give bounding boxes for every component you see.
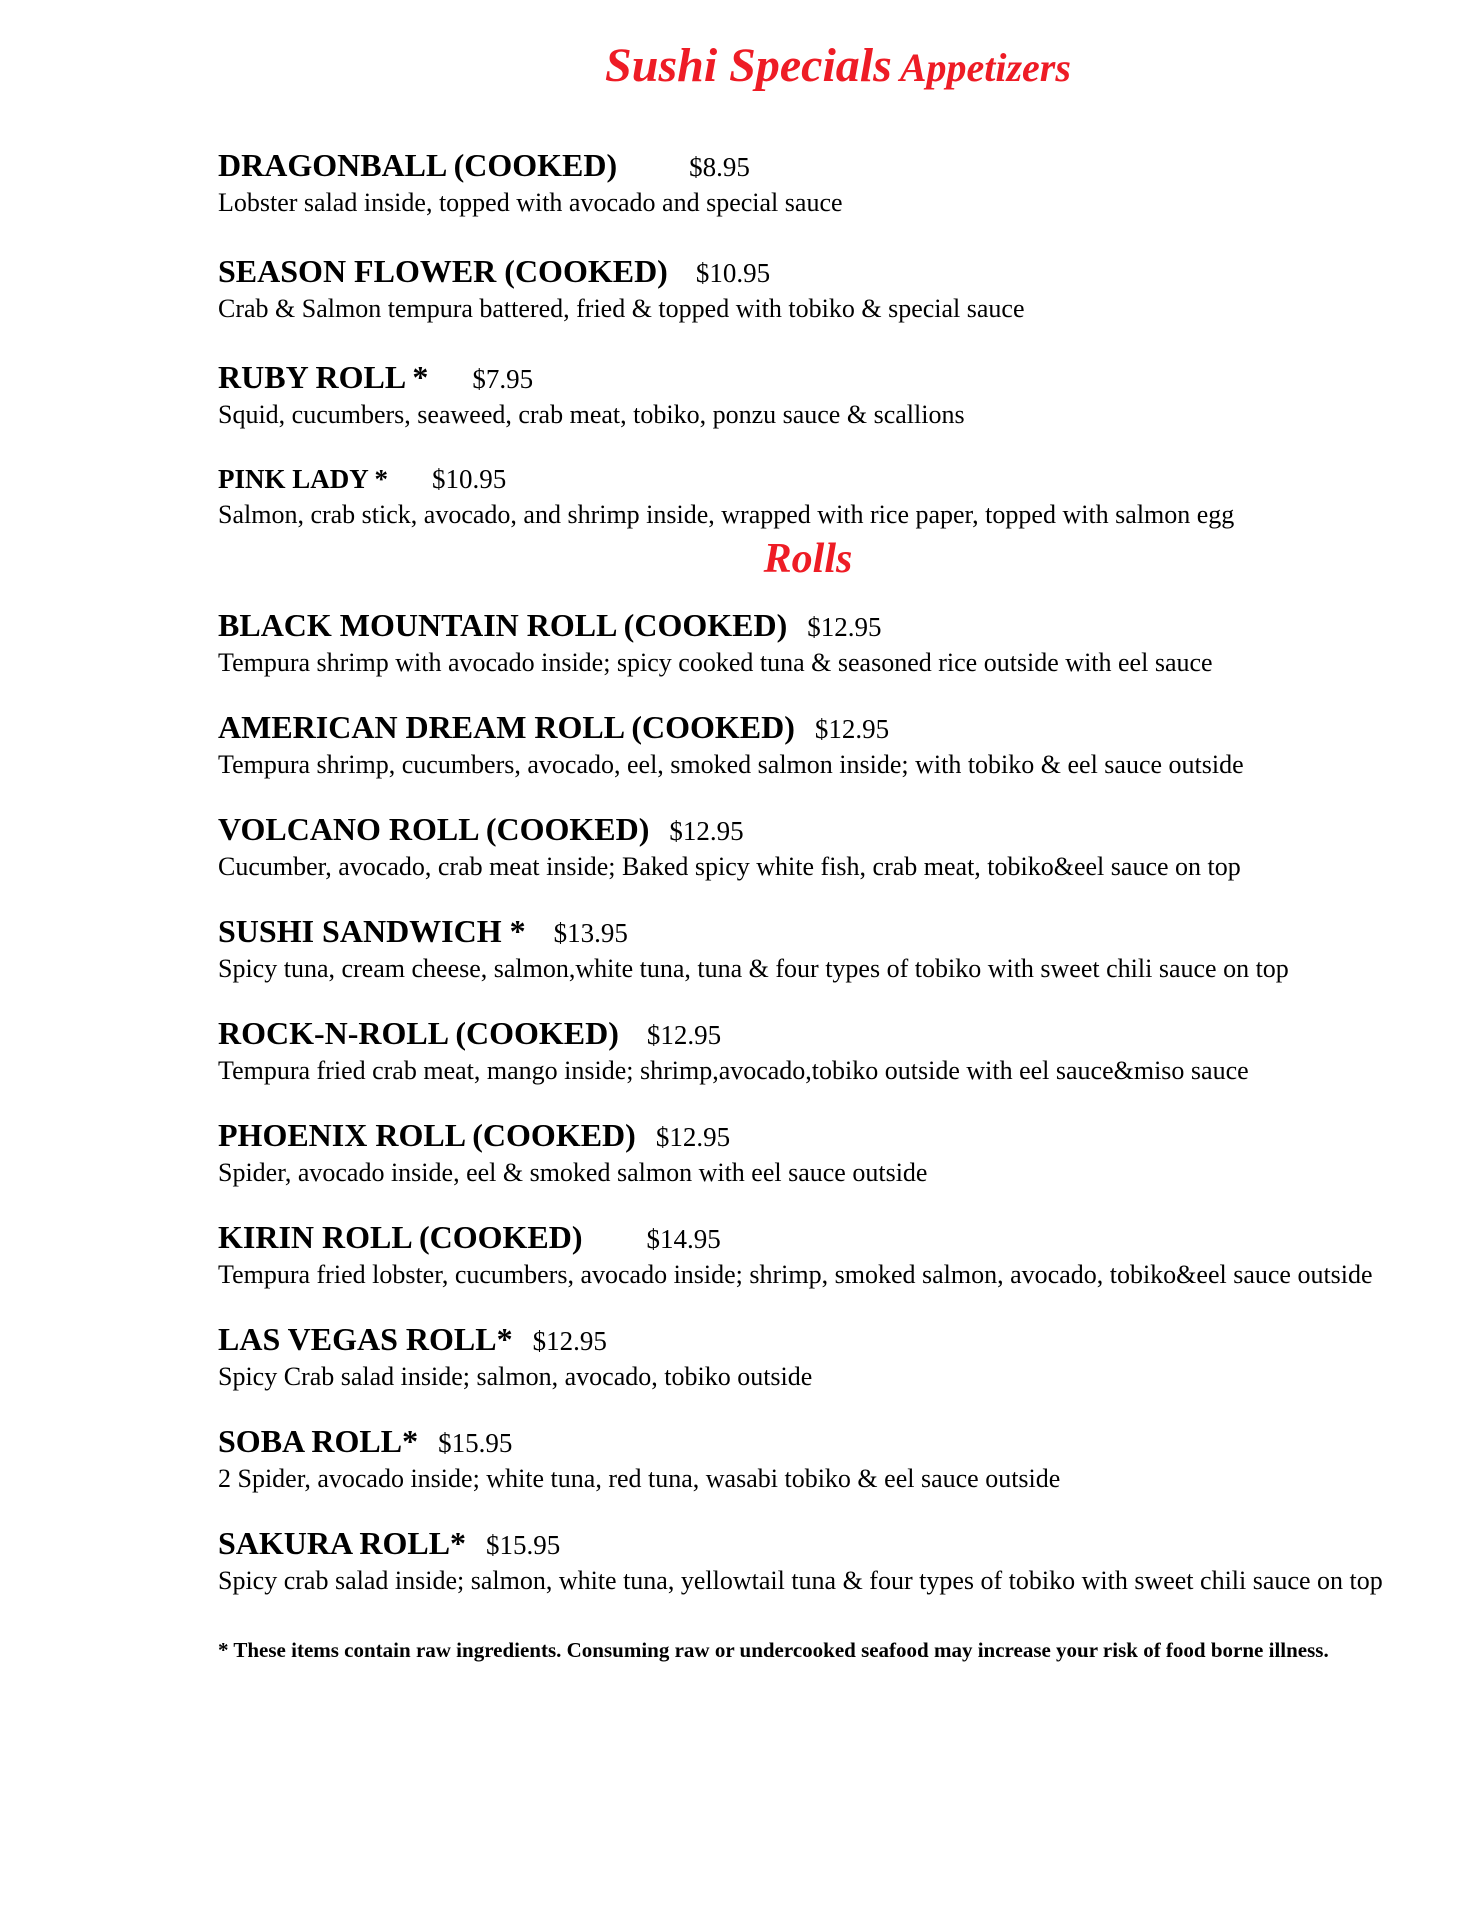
menu-item-las-vegas-roll: [218, 1320, 1398, 1393]
section-title-rolls: Rolls: [763, 536, 853, 582]
menu-item-phoenix-roll: [218, 1116, 1398, 1189]
item-name: PINK LADY *: [218, 464, 389, 494]
page-title: [218, 38, 1398, 94]
item-description: Tempura fried lobster, cucumbers, avocado inside; shrimp, smoked salmon, avocado, tobiko&eel sauce outside: [218, 1260, 1373, 1289]
item-name: PHOENIX ROLL (COOKED): [218, 1117, 636, 1153]
item-price: $12.95: [532, 1326, 607, 1356]
item-price: $10.95: [695, 258, 771, 288]
item-name: DRAGONBALL (COOKED): [218, 147, 618, 183]
item-name: SEASON FLOWER (COOKED): [218, 253, 668, 289]
item-price: $13.95: [553, 918, 628, 948]
item-description: 2 Spider, avocado inside; white tuna, red tuna, wasabi tobiko & eel sauce outside: [218, 1464, 1061, 1493]
menu-item-volcano-roll: [218, 810, 1398, 883]
item-price: $12.95: [814, 714, 890, 744]
menu-item-season-flower: [218, 252, 1398, 325]
item-price: $15.95: [486, 1530, 561, 1560]
menu-item-black-mountain-roll: [218, 606, 1398, 679]
item-description: Spicy tuna, cream cheese, salmon,white tuna, tuna & four types of tobiko with sweet chili sauce on top: [218, 954, 1289, 983]
item-name: AMERICAN DREAM ROLL (COOKED): [218, 709, 795, 745]
item-description: Spider, avocado inside, eel & smoked salmon with eel sauce outside: [218, 1158, 928, 1187]
item-name: SOBA ROLL*: [218, 1423, 419, 1459]
menu-item-kirin-roll: [218, 1218, 1398, 1291]
item-description: Lobster salad inside, topped with avocado and special sauce: [218, 188, 843, 217]
item-description: Squid, cucumbers, seaweed, crab meat, tobiko, ponzu sauce & scallions: [218, 400, 965, 429]
menu-item-sakura-roll: [218, 1524, 1398, 1597]
item-name: RUBY ROLL *: [218, 359, 429, 395]
item-description: Tempura shrimp, cucumbers, avocado, eel, smoked salmon inside; with tobiko & eel sauce outside: [218, 750, 1244, 779]
item-description: Salmon, crab stick, avocado, and shrimp inside, wrapped with rice paper, topped with salmon egg: [218, 500, 1235, 529]
title-main: Sushi Specials: [605, 39, 892, 92]
menu-item-american-dream-roll: [218, 708, 1398, 781]
item-price: $12.95: [655, 1122, 731, 1152]
menu-item-ruby-roll: [218, 358, 1398, 431]
menu-item-rock-n-roll: [218, 1014, 1398, 1087]
item-description: Tempura fried crab meat, mango inside; shrimp,avocado,tobiko outside with eel sauce&miso sauce: [218, 1056, 1249, 1085]
item-price: $10.95: [432, 464, 507, 494]
item-name: KIRIN ROLL (COOKED): [218, 1219, 583, 1255]
item-price: $15.95: [438, 1428, 513, 1458]
raw-food-disclaimer: * These items contain raw ingredients. Consuming raw or undercooked seafood may increase your risk of food borne illness.: [218, 1638, 1329, 1662]
item-description: Tempura shrimp with avocado inside; spicy cooked tuna & seasoned rice outside with eel sauce: [218, 648, 1213, 677]
item-name: SAKURA ROLL*: [218, 1525, 467, 1561]
item-name: BLACK MOUNTAIN ROLL (COOKED): [218, 607, 788, 643]
item-price: $7.95: [472, 364, 534, 394]
menu-item-dragonball: [218, 146, 1398, 219]
item-price: $12.95: [646, 1020, 722, 1050]
item-name: VOLCANO ROLL (COOKED): [218, 811, 650, 847]
item-price: $14.95: [646, 1224, 721, 1254]
item-name: ROCK-N-ROLL (COOKED): [218, 1015, 619, 1051]
item-description: Spicy crab salad inside; salmon, white tuna, yellowtail tuna & four types of tobiko with sweet chili sauce on top: [218, 1566, 1383, 1595]
item-price: $8.95: [689, 152, 750, 182]
item-description: Cucumber, avocado, crab meat inside; Baked spicy white fish, crab meat, tobiko&eel sauce on top: [218, 852, 1241, 881]
item-price: $12.95: [807, 612, 882, 642]
item-price: $12.95: [669, 816, 744, 846]
menu-page: [218, 38, 1398, 1664]
item-name: SUSHI SANDWICH *: [218, 913, 526, 949]
item-description: Crab & Salmon tempura battered, fried & topped with tobiko & special sauce: [218, 294, 1025, 323]
item-name: LAS VEGAS ROLL*: [218, 1321, 513, 1357]
title-sub: Appetizers: [899, 45, 1071, 90]
item-description: Spicy Crab salad inside; salmon, avocado, tobiko outside: [218, 1362, 813, 1391]
menu-item-pink-lady: [218, 460, 1398, 531]
menu-item-soba-roll: [218, 1422, 1398, 1495]
menu-item-sushi-sandwich: [218, 912, 1398, 985]
